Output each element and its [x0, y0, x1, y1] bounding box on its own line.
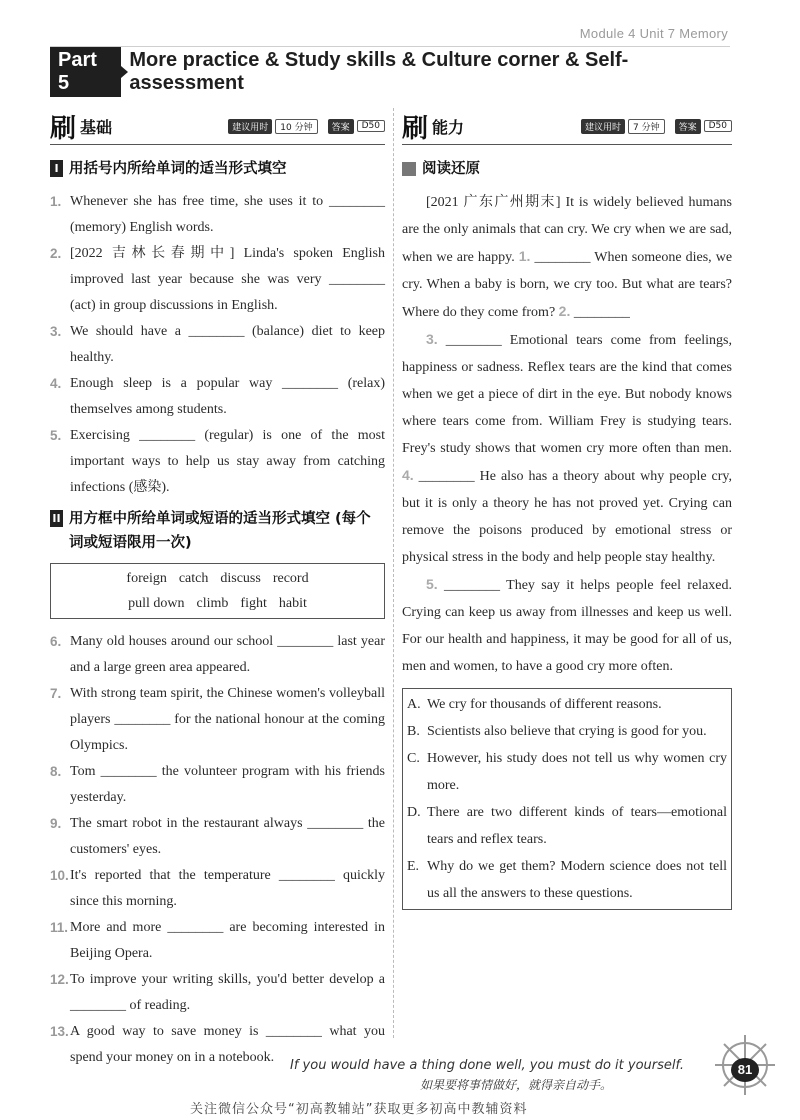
passage-text: ________ When someone dies, we cry. When a baby is born, we cry too. But what are tears? Where do they come from?	[402, 250, 733, 320]
passage-text: ________ He also has a theory about why people cry, but it is only a theory he has not proved yet. Crying can remove the poisons produced by emotional stress or physical stress in the body and help people stay healthy.	[402, 469, 733, 565]
question-number: 6.	[50, 634, 62, 649]
option-item	[407, 745, 727, 799]
question-number: 11.	[50, 920, 69, 935]
question-number: 10.	[50, 868, 69, 883]
roman-numeral: I	[50, 160, 63, 177]
option-text: We cry for thousands of different reasons.	[427, 697, 662, 712]
word-box-word: discuss	[220, 571, 261, 586]
option-text: Why do we get them? Modern science does not tell us all the answers to these questions.	[427, 859, 727, 901]
option-item	[407, 718, 727, 745]
question-number: 9.	[50, 816, 62, 831]
module-header: Module 4 Unit 7 Memory	[579, 26, 728, 41]
question-item	[50, 681, 385, 759]
word-box-row	[51, 591, 384, 616]
question-text: More and more ________ are becoming interested in Beijing Opera.	[70, 920, 385, 961]
word-box-word: catch	[178, 571, 209, 586]
question-text: Exercising ________ (regular) is one of the most important ways to help us stay away from catching infections (感染).	[70, 428, 385, 495]
blank-number: 5.	[426, 576, 438, 592]
passage-text: [2021 广东广州期末] It is widely believed humans are the only animals that can cry. We cry when we are sad, when we are happy.	[402, 195, 732, 265]
question-text: The smart robot in the restaurant always ________ the customers' eyes.	[70, 816, 385, 857]
option-letter: E.	[407, 859, 420, 874]
blank-number: 4.	[402, 467, 414, 483]
task-title-1	[50, 157, 385, 181]
option-letter: D.	[407, 805, 421, 820]
time-key: 建议用时	[581, 119, 625, 134]
time-value: 7 分钟	[628, 119, 665, 134]
section-header-basic	[50, 108, 385, 145]
time-answer-meta	[581, 119, 732, 134]
question-list-2	[50, 629, 385, 1071]
option-letter: A.	[407, 697, 421, 712]
blank-number: 2.	[558, 303, 571, 319]
question-text: It's reported that the temperature ________ quickly since this morning.	[70, 868, 385, 909]
question-list-1	[50, 189, 385, 501]
question-item	[50, 759, 385, 811]
header-rule	[50, 46, 730, 47]
answer-value: D50	[704, 120, 732, 132]
question-number: 2.	[50, 246, 62, 261]
word-box	[50, 563, 385, 619]
task-title-text: 用括号内所给单词的适当形式填空	[69, 161, 287, 177]
option-text: However, his study does not tell us why women cry more.	[427, 751, 727, 793]
question-item	[50, 967, 385, 1019]
part-title-row	[50, 49, 740, 94]
section-header-ability	[402, 108, 732, 145]
question-item	[50, 629, 385, 681]
question-text: Tom ________ the volunteer program with his friends yesterday.	[70, 764, 385, 805]
option-text: There are two different kinds of tears—emotional tears and reflex tears.	[427, 805, 727, 847]
question-number: 8.	[50, 764, 62, 779]
time-value: 10 分钟	[275, 119, 317, 134]
question-text: To improve your writing skills, you'd better develop a ________ of reading.	[70, 972, 385, 1013]
question-text: [2022 吉林长春期中] Linda's spoken English improved last year because she was very ________ (act) in group discussions in English.	[70, 246, 385, 313]
word-box-word: fight	[240, 596, 267, 611]
question-number: 5.	[50, 428, 62, 443]
watermark-text: 关注微信公众号“初高教辅站”获取更多初高中教辅资料	[190, 1102, 528, 1117]
section-label: 基础	[80, 117, 113, 137]
answer-key: 答案	[675, 119, 701, 134]
question-text: Many old houses around our school ________ last year and a large green area appeared.	[70, 634, 385, 675]
passage-text: ________	[573, 305, 630, 320]
answer-value: D50	[357, 120, 385, 132]
left-column	[50, 108, 385, 1071]
question-number: 12.	[50, 972, 69, 987]
question-number: 13.	[50, 1024, 69, 1039]
reading-task-title	[402, 157, 732, 181]
footer-quote-english: If you would have a thing done well, you must do it yourself.	[290, 1058, 684, 1073]
question-item	[50, 241, 385, 319]
task-title-text: 用方框中所给单词或短语的适当形式填空 (每个词或短语限用一次)	[69, 511, 371, 551]
brush-glyph: 刷	[402, 113, 429, 144]
word-box-word: pull down	[128, 596, 185, 611]
question-item	[50, 811, 385, 863]
square-marker-icon	[402, 162, 416, 176]
option-letter: B.	[407, 724, 420, 739]
option-item	[407, 799, 727, 853]
question-item	[50, 915, 385, 967]
options-box	[402, 688, 732, 910]
passage-text: ________ Emotional tears come from feelings, happiness or sadness. Reflex tears are the kind that comes when we get a piece of dirt in the eye. But nobody knows where tears come from. William Frey is studying tears. Frey's study shows that women cry more often than men.	[402, 333, 733, 456]
option-item	[407, 853, 727, 907]
question-item	[50, 319, 385, 371]
task-title-2	[50, 507, 385, 555]
blank-number: 1.	[518, 248, 531, 264]
question-number: 3.	[50, 324, 62, 339]
word-box-word: foreign	[126, 571, 167, 586]
time-answer-meta	[228, 119, 385, 134]
passage-text: ________ They say it helps people feel relaxed. Crying can keep us away from illnesses and keep us well. For our health and happiness, it may be good for all of us, men and women, to have a good cry more often.	[402, 578, 733, 674]
passage-paragraph-2	[402, 326, 732, 571]
question-text: A good way to save money is ________ what you spend your money on in a notebook.	[70, 1024, 385, 1065]
passage-paragraph-3	[402, 571, 732, 680]
question-item	[50, 371, 385, 423]
question-item	[50, 863, 385, 915]
question-text: Whenever she has free time, she uses it to ________ (memory) English words.	[70, 194, 385, 235]
word-box-word: record	[272, 571, 309, 586]
column-divider	[393, 108, 394, 1038]
passage-paragraph-1	[402, 189, 732, 326]
option-letter: C.	[407, 751, 420, 766]
brush-glyph: 刷	[50, 113, 77, 144]
roman-numeral: II	[50, 510, 63, 527]
option-text: Scientists also believe that crying is good for you.	[427, 724, 707, 739]
footer-quote-chinese: 如果要将事情做好，就得亲自动手。	[420, 1078, 613, 1092]
part-badge: Part 5	[50, 47, 121, 97]
question-item	[50, 189, 385, 241]
question-item	[50, 423, 385, 501]
blank-number: 3.	[426, 331, 438, 347]
task-title-text: 阅读还原	[422, 161, 480, 177]
time-key: 建议用时	[228, 119, 272, 134]
question-text: We should have a ________ (balance) diet to keep healthy.	[70, 324, 385, 365]
word-box-word: climb	[196, 596, 229, 611]
right-column	[402, 108, 732, 910]
word-box-row	[51, 566, 384, 591]
part-title: More practice & Study skills & Culture corner & Self-assessment	[129, 49, 629, 94]
question-text: Enough sleep is a popular way ________ (relax) themselves among students.	[70, 376, 385, 417]
question-number: 7.	[50, 686, 62, 701]
section-label: 能力	[432, 117, 465, 137]
word-box-word: habit	[278, 596, 307, 611]
question-text: With strong team spirit, the Chinese women's volleyball players ________ for the national honour at the coming Olympics.	[70, 686, 385, 753]
answer-key: 答案	[328, 119, 354, 134]
question-number: 1.	[50, 194, 62, 209]
option-item	[407, 691, 727, 718]
question-number: 4.	[50, 376, 62, 391]
page-number: 81	[731, 1058, 759, 1082]
